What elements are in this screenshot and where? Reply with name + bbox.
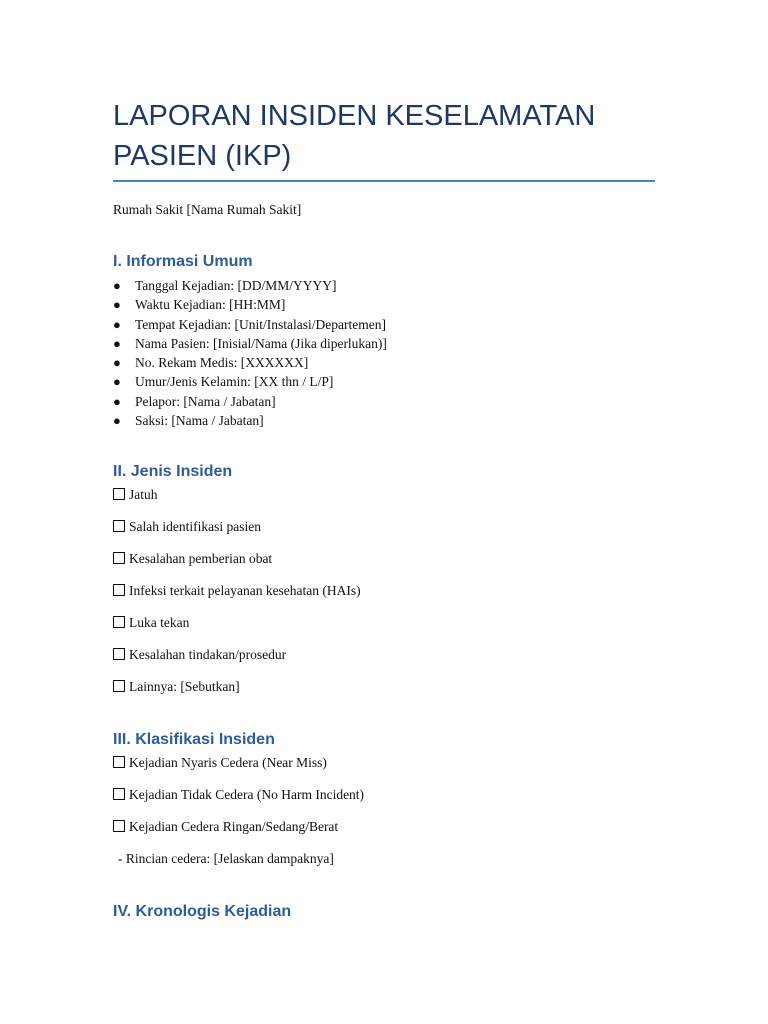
list-item: ● Umur/Jenis Kelamin: [XX thn / L/P] (113, 372, 387, 391)
section-heading-informasi-umum: I. Informasi Umum (113, 253, 253, 270)
section-heading-jenis-insiden: II. Jenis Insiden (113, 463, 233, 480)
bullet-icon: ● (113, 297, 121, 313)
checkbox-option-cedera[interactable]: Kejadian Cedera Ringan/Sedang/Berat (113, 818, 338, 836)
title-underline (113, 180, 655, 182)
bullet-icon: ● (113, 374, 121, 390)
list-item: ● Nama Pasien: [Inisial/Nama (Jika diperlukan)] (113, 334, 387, 353)
checkbox-icon[interactable] (113, 648, 125, 660)
checkbox-icon[interactable] (113, 616, 125, 628)
section-heading-kronologis-kejadian: IV. Kronologis Kejadian (113, 903, 292, 920)
checkbox-icon[interactable] (113, 680, 125, 692)
checkbox-option-salah-identifikasi[interactable]: Salah identifikasi pasien (113, 518, 261, 536)
checkbox-option-lainnya[interactable]: Lainnya: [Sebutkan] (113, 678, 240, 696)
checkbox-option-luka-tekan[interactable]: Luka tekan (113, 614, 189, 632)
checkbox-icon[interactable] (113, 488, 125, 500)
checkbox-option-kesalahan-tindakan[interactable]: Kesalahan tindakan/prosedur (113, 646, 286, 664)
injury-detail-line: - Rincian cedera: [Jelaskan dampaknya] (118, 851, 334, 866)
list-item: ● Pelapor: [Nama / Jabatan] (113, 392, 387, 411)
list-item: ● Tanggal Kejadian: [DD/MM/YYYY] (113, 276, 387, 295)
section-heading-klasifikasi-insiden: III. Klasifikasi Insiden (113, 731, 275, 748)
list-item: ● Saksi: [Nama / Jabatan] (113, 411, 387, 430)
bullet-icon: ● (113, 278, 121, 293)
checkbox-option-near-miss[interactable]: Kejadian Nyaris Cedera (Near Miss) (113, 754, 327, 772)
general-info-list (113, 276, 387, 430)
checkbox-option-infeksi[interactable]: Infeksi terkait pelayanan kesehatan (HAIs) (113, 582, 361, 600)
checkbox-option-no-harm[interactable]: Kejadian Tidak Cedera (No Harm Incident) (113, 786, 364, 804)
checkbox-icon[interactable] (113, 584, 125, 596)
checkbox-icon[interactable] (113, 820, 125, 832)
checkbox-option-jatuh[interactable]: Jatuh (113, 486, 158, 504)
checkbox-icon[interactable] (113, 520, 125, 532)
list-item: ● No. Rekam Medis: [XXXXXX] (113, 353, 387, 372)
checkbox-icon[interactable] (113, 756, 125, 768)
bullet-icon: ● (113, 355, 121, 371)
bullet-icon: ● (113, 316, 121, 332)
list-item: ● Tempat Kejadian: [Unit/Instalasi/Departemen] (113, 315, 387, 334)
checkbox-option-kesalahan-obat[interactable]: Kesalahan pemberian obat (113, 550, 272, 568)
bullet-icon: ● (113, 335, 121, 351)
bullet-icon: ● (113, 413, 121, 429)
checkbox-icon[interactable] (113, 788, 125, 800)
document-title: LAPORAN INSIDEN KESELAMATAN PASIEN (IKP) (113, 100, 596, 172)
bullet-icon: ● (113, 393, 121, 409)
list-item: ● Waktu Kejadian: [HH:MM] (113, 295, 387, 314)
hospital-name-line: Rumah Sakit [Nama Rumah Sakit] (113, 202, 302, 217)
checkbox-icon[interactable] (113, 552, 125, 564)
